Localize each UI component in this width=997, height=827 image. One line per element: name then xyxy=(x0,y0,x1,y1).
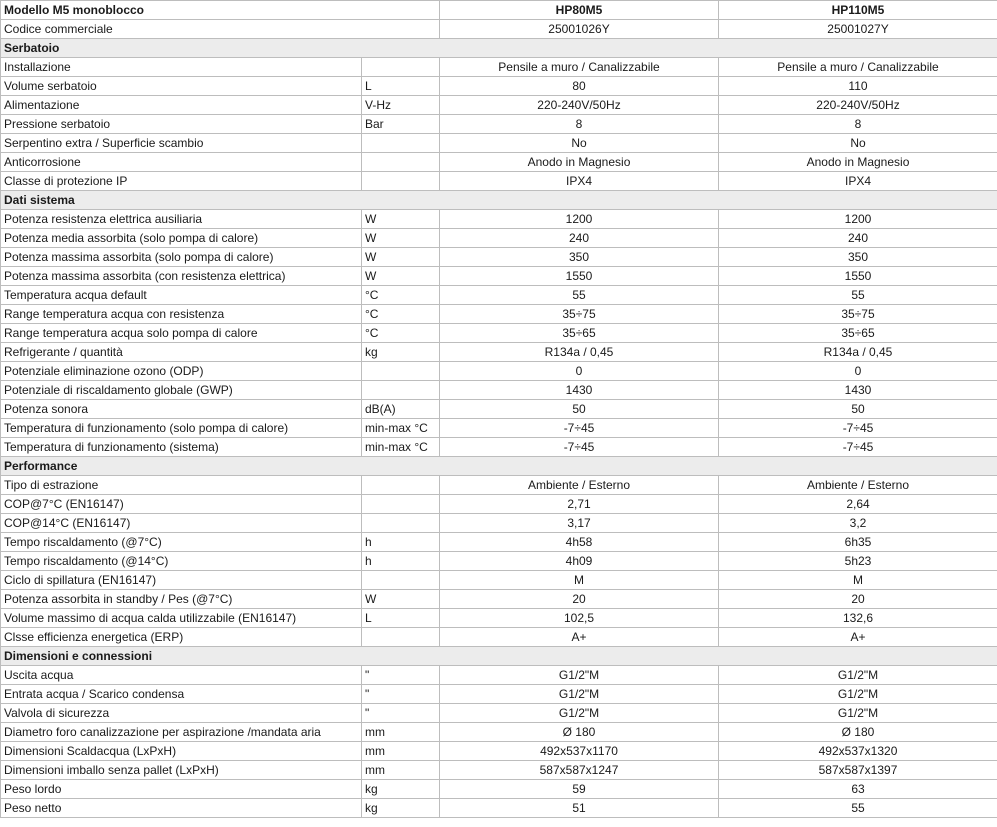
row-unit: kg xyxy=(362,780,440,799)
table-row xyxy=(1,267,997,286)
table-row xyxy=(1,381,997,400)
value-hp80m5: 8 xyxy=(440,115,719,134)
table-row xyxy=(1,571,997,590)
row-unit xyxy=(362,495,440,514)
value-hp80m5: A+ xyxy=(440,628,719,647)
row-unit: mm xyxy=(362,742,440,761)
row-label: Entrata acqua / Scarico condensa xyxy=(1,685,362,704)
row-label: Peso netto xyxy=(1,799,362,818)
row-label: Classe di protezione IP xyxy=(1,172,362,191)
value-hp110m5: A+ xyxy=(719,628,997,647)
row-label: Potenziale eliminazione ozono (ODP) xyxy=(1,362,362,381)
row-label: Anticorrosione xyxy=(1,153,362,172)
value-hp110m5: 2,64 xyxy=(719,495,997,514)
row-label: Potenza resistenza elettrica ausiliaria xyxy=(1,210,362,229)
row-label: Range temperatura acqua solo pompa di calore xyxy=(1,324,362,343)
codice-row xyxy=(1,20,997,39)
section-header xyxy=(1,647,997,666)
value-hp110m5: 5h23 xyxy=(719,552,997,571)
row-label: Tipo di estrazione xyxy=(1,476,362,495)
section-title: Dimensioni e connessioni xyxy=(1,647,997,666)
table-row xyxy=(1,495,997,514)
row-unit: W xyxy=(362,248,440,267)
value-hp110m5: M xyxy=(719,571,997,590)
codice-label: Codice commerciale xyxy=(1,20,440,39)
row-label: Potenza massima assorbita (solo pompa di calore) xyxy=(1,248,362,267)
table-row xyxy=(1,210,997,229)
table-row xyxy=(1,742,997,761)
row-unit xyxy=(362,628,440,647)
model-label: Modello M5 monoblocco xyxy=(1,1,440,20)
value-hp80m5: 587x587x1247 xyxy=(440,761,719,780)
value-hp80m5: -7÷45 xyxy=(440,419,719,438)
value-hp110m5: 240 xyxy=(719,229,997,248)
value-hp110m5: 1200 xyxy=(719,210,997,229)
row-label: Potenza media assorbita (solo pompa di calore) xyxy=(1,229,362,248)
row-unit: dB(A) xyxy=(362,400,440,419)
value-hp80m5: -7÷45 xyxy=(440,438,719,457)
row-label: Tempo riscaldamento (@14°C) xyxy=(1,552,362,571)
value-hp110m5: 55 xyxy=(719,286,997,305)
value-hp110m5: 587x587x1397 xyxy=(719,761,997,780)
row-unit: h xyxy=(362,533,440,552)
table-row xyxy=(1,476,997,495)
value-hp110m5: 35÷75 xyxy=(719,305,997,324)
table-row xyxy=(1,799,997,818)
row-label: COP@7°C (EN16147) xyxy=(1,495,362,514)
value-hp80m5: 0 xyxy=(440,362,719,381)
table-row xyxy=(1,780,997,799)
value-hp110m5: IPX4 xyxy=(719,172,997,191)
value-hp80m5: 4h09 xyxy=(440,552,719,571)
value-hp80m5: 350 xyxy=(440,248,719,267)
value-hp80m5: Anodo in Magnesio xyxy=(440,153,719,172)
table-row xyxy=(1,305,997,324)
value-hp80m5: Ø 180 xyxy=(440,723,719,742)
value-hp110m5: 63 xyxy=(719,780,997,799)
value-hp110m5: G1/2"M xyxy=(719,685,997,704)
value-hp80m5: 102,5 xyxy=(440,609,719,628)
section-title: Dati sistema xyxy=(1,191,997,210)
value-hp110m5: 50 xyxy=(719,400,997,419)
table-row xyxy=(1,514,997,533)
row-unit xyxy=(362,381,440,400)
table-row xyxy=(1,343,997,362)
value-hp80m5: IPX4 xyxy=(440,172,719,191)
row-label: Clsse efficienza energetica (ERP) xyxy=(1,628,362,647)
row-unit: min-max °C xyxy=(362,438,440,457)
table-row xyxy=(1,552,997,571)
value-hp80m5: 240 xyxy=(440,229,719,248)
row-unit: kg xyxy=(362,343,440,362)
row-unit: W xyxy=(362,267,440,286)
table-row xyxy=(1,628,997,647)
value-hp80m5: 4h58 xyxy=(440,533,719,552)
value-hp80m5: M xyxy=(440,571,719,590)
table-row xyxy=(1,590,997,609)
row-unit: mm xyxy=(362,761,440,780)
row-label: Potenza massima assorbita (con resistenza elettrica) xyxy=(1,267,362,286)
value-hp110m5: No xyxy=(719,134,997,153)
row-unit xyxy=(362,153,440,172)
table-row xyxy=(1,723,997,742)
row-label: Alimentazione xyxy=(1,96,362,115)
value-hp110m5: 6h35 xyxy=(719,533,997,552)
value-hp110m5: -7÷45 xyxy=(719,419,997,438)
row-label: Range temperatura acqua con resistenza xyxy=(1,305,362,324)
row-label: Ciclo di spillatura (EN16147) xyxy=(1,571,362,590)
value-hp80m5: G1/2"M xyxy=(440,685,719,704)
row-unit: h xyxy=(362,552,440,571)
row-unit xyxy=(362,571,440,590)
value-hp80m5: No xyxy=(440,134,719,153)
row-label: Temperatura di funzionamento (solo pompa di calore) xyxy=(1,419,362,438)
row-unit: Bar xyxy=(362,115,440,134)
row-unit: min-max °C xyxy=(362,419,440,438)
value-hp110m5: 3,2 xyxy=(719,514,997,533)
value-hp110m5: Ø 180 xyxy=(719,723,997,742)
value-hp80m5: 35÷65 xyxy=(440,324,719,343)
table-row xyxy=(1,704,997,723)
value-hp110m5: 132,6 xyxy=(719,609,997,628)
table-row xyxy=(1,666,997,685)
value-hp80m5: 55 xyxy=(440,286,719,305)
row-label: Potenza assorbita in standby / Pes (@7°C) xyxy=(1,590,362,609)
table-row xyxy=(1,172,997,191)
table-row xyxy=(1,77,997,96)
table-row xyxy=(1,58,997,77)
value-hp110m5: R134a / 0,45 xyxy=(719,343,997,362)
row-label: Potenziale di riscaldamento globale (GWP) xyxy=(1,381,362,400)
row-label: Dimensioni imballo senza pallet (LxPxH) xyxy=(1,761,362,780)
value-hp80m5: Ambiente / Esterno xyxy=(440,476,719,495)
row-unit: " xyxy=(362,685,440,704)
codice-value-2: 25001027Y xyxy=(719,20,997,39)
value-hp110m5: G1/2"M xyxy=(719,704,997,723)
header-row xyxy=(1,1,997,20)
value-hp110m5: Pensile a muro / Canalizzabile xyxy=(719,58,997,77)
value-hp110m5: 1550 xyxy=(719,267,997,286)
value-hp80m5: 51 xyxy=(440,799,719,818)
row-label: Tempo riscaldamento (@7°C) xyxy=(1,533,362,552)
table-row xyxy=(1,685,997,704)
codice-value-1: 25001026Y xyxy=(440,20,719,39)
value-hp110m5: 8 xyxy=(719,115,997,134)
row-label: Pressione serbatoio xyxy=(1,115,362,134)
value-hp110m5: 20 xyxy=(719,590,997,609)
row-label: Valvola di sicurezza xyxy=(1,704,362,723)
table-row xyxy=(1,153,997,172)
value-hp80m5: 1430 xyxy=(440,381,719,400)
row-label: Dimensioni Scaldacqua (LxPxH) xyxy=(1,742,362,761)
row-label: Uscita acqua xyxy=(1,666,362,685)
value-hp80m5: 1550 xyxy=(440,267,719,286)
section-header xyxy=(1,39,997,58)
value-hp80m5: R134a / 0,45 xyxy=(440,343,719,362)
value-hp80m5: 59 xyxy=(440,780,719,799)
value-hp110m5: Anodo in Magnesio xyxy=(719,153,997,172)
row-label: Refrigerante / quantità xyxy=(1,343,362,362)
value-hp110m5: G1/2"M xyxy=(719,666,997,685)
row-unit xyxy=(362,476,440,495)
value-hp110m5: 1430 xyxy=(719,381,997,400)
value-hp80m5: 220-240V/50Hz xyxy=(440,96,719,115)
value-hp110m5: 55 xyxy=(719,799,997,818)
row-unit: °C xyxy=(362,286,440,305)
value-hp80m5: 3,17 xyxy=(440,514,719,533)
row-unit xyxy=(362,58,440,77)
model-hp80m5: HP80M5 xyxy=(440,1,719,20)
row-unit: °C xyxy=(362,324,440,343)
section-title: Serbatoio xyxy=(1,39,997,58)
row-label: Peso lordo xyxy=(1,780,362,799)
row-label: Volume serbatoio xyxy=(1,77,362,96)
table-row xyxy=(1,761,997,780)
value-hp80m5: 35÷75 xyxy=(440,305,719,324)
value-hp110m5: 220-240V/50Hz xyxy=(719,96,997,115)
row-unit: L xyxy=(362,77,440,96)
value-hp80m5: 492x537x1170 xyxy=(440,742,719,761)
table-row xyxy=(1,609,997,628)
value-hp110m5: -7÷45 xyxy=(719,438,997,457)
table-row xyxy=(1,324,997,343)
table-row xyxy=(1,419,997,438)
row-unit: mm xyxy=(362,723,440,742)
value-hp80m5: 20 xyxy=(440,590,719,609)
table-row xyxy=(1,115,997,134)
value-hp110m5: 350 xyxy=(719,248,997,267)
table-row xyxy=(1,533,997,552)
value-hp80m5: 50 xyxy=(440,400,719,419)
value-hp80m5: 2,71 xyxy=(440,495,719,514)
value-hp110m5: Ambiente / Esterno xyxy=(719,476,997,495)
table-row xyxy=(1,229,997,248)
row-unit xyxy=(362,172,440,191)
row-unit: V-Hz xyxy=(362,96,440,115)
value-hp80m5: G1/2"M xyxy=(440,666,719,685)
section-title: Performance xyxy=(1,457,997,476)
value-hp110m5: 35÷65 xyxy=(719,324,997,343)
model-hp110m5: HP110M5 xyxy=(719,1,997,20)
table-row xyxy=(1,400,997,419)
row-unit: " xyxy=(362,704,440,723)
value-hp80m5: 80 xyxy=(440,77,719,96)
table-row xyxy=(1,96,997,115)
value-hp110m5: 110 xyxy=(719,77,997,96)
row-unit: °C xyxy=(362,305,440,324)
row-label: Temperatura acqua default xyxy=(1,286,362,305)
table-row xyxy=(1,248,997,267)
value-hp110m5: 492x537x1320 xyxy=(719,742,997,761)
row-unit xyxy=(362,362,440,381)
row-unit: L xyxy=(362,609,440,628)
value-hp80m5: G1/2"M xyxy=(440,704,719,723)
table-row xyxy=(1,362,997,381)
value-hp80m5: Pensile a muro / Canalizzabile xyxy=(440,58,719,77)
table-row xyxy=(1,438,997,457)
table-row xyxy=(1,286,997,305)
row-label: Diametro foro canalizzazione per aspirazione /mandata aria xyxy=(1,723,362,742)
row-unit: W xyxy=(362,210,440,229)
row-unit xyxy=(362,514,440,533)
section-header xyxy=(1,457,997,476)
value-hp80m5: 1200 xyxy=(440,210,719,229)
value-hp110m5: 0 xyxy=(719,362,997,381)
row-label: Serpentino extra / Superficie scambio xyxy=(1,134,362,153)
row-label: Potenza sonora xyxy=(1,400,362,419)
row-unit: W xyxy=(362,229,440,248)
row-unit: kg xyxy=(362,799,440,818)
row-unit xyxy=(362,134,440,153)
row-unit: " xyxy=(362,666,440,685)
section-header xyxy=(1,191,997,210)
row-unit: W xyxy=(362,590,440,609)
row-label: Installazione xyxy=(1,58,362,77)
row-label: Temperatura di funzionamento (sistema) xyxy=(1,438,362,457)
table-row xyxy=(1,134,997,153)
row-label: COP@14°C (EN16147) xyxy=(1,514,362,533)
row-label: Volume massimo di acqua calda utilizzabile (EN16147) xyxy=(1,609,362,628)
